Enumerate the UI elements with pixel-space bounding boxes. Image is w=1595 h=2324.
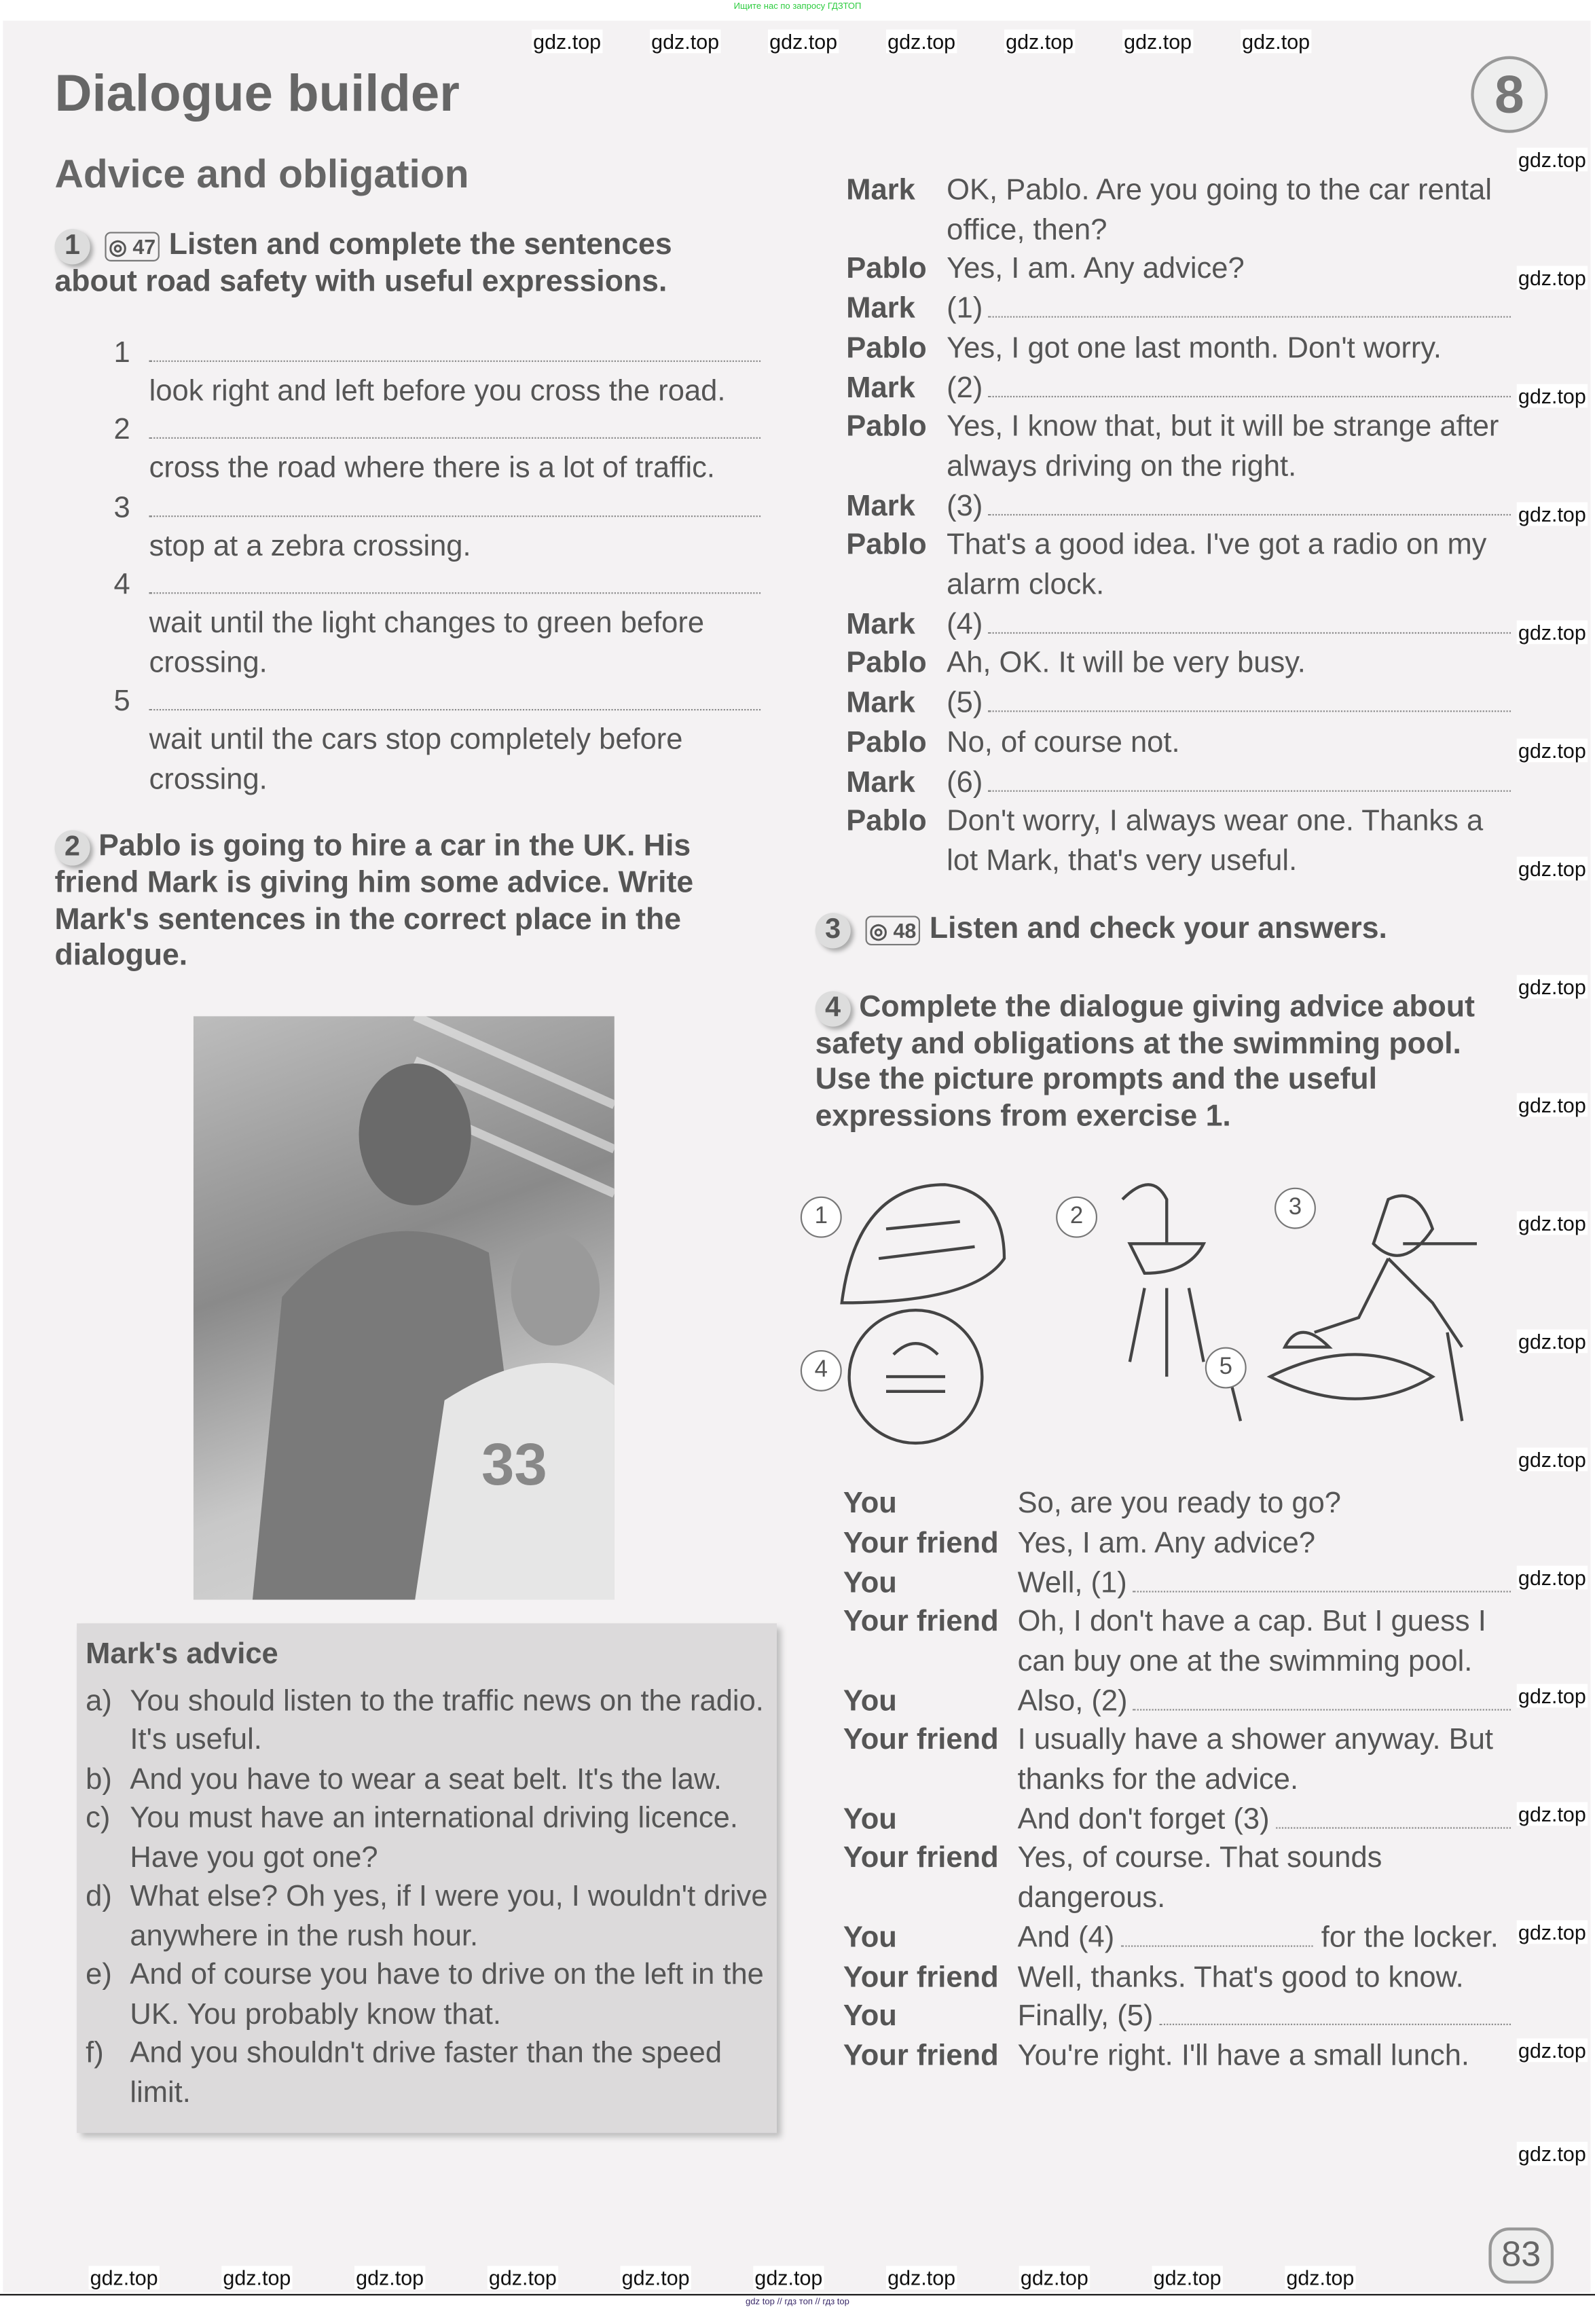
- speaker-name: You: [843, 1684, 897, 1718]
- line-text: And don't forget (3): [1017, 1803, 1270, 1836]
- left-column: [54, 65, 768, 2133]
- line-text: (1): [947, 292, 983, 325]
- speaker-name: You: [843, 1803, 897, 1836]
- line-text: (2): [947, 371, 983, 404]
- line-text: Yes, of course. That sounds dangerous.: [1017, 1842, 1382, 1915]
- dialogue-line: [846, 723, 1511, 763]
- watermark: gdz.top: [1517, 148, 1588, 172]
- advice-letter: a): [86, 1684, 112, 1718]
- ex1-text: Listen and complete the sentences about road safety with useful expressions.: [54, 227, 672, 299]
- watermark: gdz.top: [1241, 30, 1311, 54]
- advice-letter: d): [86, 1880, 112, 1913]
- line-text: Ah, OK. It will be very busy.: [947, 647, 1306, 680]
- advice-item: [86, 1799, 768, 1877]
- ex4-number: 4: [815, 991, 851, 1026]
- watermark: gdz.top: [221, 2266, 292, 2289]
- speaker-name: Mark: [846, 371, 915, 404]
- advice-item: [86, 1682, 768, 1760]
- dialogue-line: [846, 408, 1511, 487]
- dialogue-line: [843, 1919, 1511, 1958]
- ex3-instruction: [815, 911, 1511, 947]
- dialogue-text: [947, 684, 1511, 723]
- dialogue-text: [947, 487, 1511, 526]
- picture-label-5: 5: [1205, 1347, 1247, 1389]
- line-text: Yes, I am. Any advice?: [947, 253, 1245, 286]
- speaker-name: Mark: [846, 292, 915, 325]
- speaker-name: Your friend: [843, 1605, 999, 1639]
- dialogue-line: [846, 526, 1511, 605]
- speaker-name: Pablo: [846, 331, 927, 365]
- answer-blank[interactable]: [989, 630, 1511, 633]
- advice-text: What else? Oh yes, if I were you, I wouldn't drive anywhere in the rush hour.: [130, 1880, 768, 1953]
- dialogue-text: [1018, 1958, 1511, 1997]
- speaker-name: Your friend: [843, 1527, 999, 1560]
- advice-item: [86, 1956, 768, 2034]
- dialogue-text: [947, 605, 1511, 644]
- ex1-item-text: look right and left before you cross the road.: [149, 374, 726, 407]
- line-text: So, are you ready to go?: [1017, 1487, 1342, 1521]
- cd-icon[interactable]: ◎ 48: [865, 915, 921, 945]
- watermark: gdz.top: [1517, 1802, 1588, 1826]
- line-text-after: for the locker.: [1321, 1921, 1499, 1955]
- speaker-name: Mark: [846, 608, 915, 641]
- ex2-dialogue: [846, 171, 1511, 881]
- shower-icon: [1122, 1185, 1204, 1377]
- ex1-number: 1: [54, 229, 90, 264]
- ex4-text: Complete the dialogue giving advice about safety and obligations at the swimming pool. Use the picture prompts and the useful expressions from exercise 1.: [815, 989, 1475, 1133]
- dialogue-line: [843, 1682, 1511, 1722]
- line-text: That's a good idea. I've got a radio on my alarm clock.: [947, 529, 1487, 602]
- watermark: gdz.top: [1517, 1566, 1588, 1590]
- watermark: gdz.top: [1517, 503, 1588, 526]
- ex1-item-text: wait until the cars stop completely before crossing.: [149, 723, 683, 796]
- ex1-item-row: [113, 333, 760, 371]
- line-text: Well, thanks. That's good to know.: [1017, 1961, 1464, 1994]
- marks-advice-box: [77, 1622, 777, 2132]
- line-text: (3): [947, 490, 983, 523]
- dialogue-text: [1018, 1919, 1511, 1958]
- line-text: Well, (1): [1017, 1566, 1127, 1599]
- speaker-name: Mark: [846, 765, 915, 799]
- watermark: gdz.top: [1517, 1330, 1588, 1354]
- line-text: No, of course not.: [947, 726, 1180, 759]
- advice-item: [86, 1760, 768, 1800]
- watermark: gdz.top: [354, 2266, 425, 2289]
- answer-blank[interactable]: [1120, 1944, 1313, 1946]
- watermark: gdz.top: [1517, 621, 1588, 644]
- dialogue-line: [846, 171, 1511, 250]
- dialogue-line: [846, 329, 1511, 369]
- dialogue-text: [947, 290, 1511, 329]
- dialogue-text: [1018, 1682, 1511, 1722]
- photo-illustration: [194, 1015, 615, 1599]
- speaker-name: You: [843, 1566, 897, 1599]
- line-text: You're right. I'll have a small lunch.: [1017, 2039, 1470, 2073]
- answer-blank[interactable]: [1133, 1588, 1511, 1591]
- watermark: gdz.top: [886, 2266, 957, 2289]
- picture-label-4: 4: [801, 1350, 842, 1392]
- line-text: (4): [947, 608, 983, 641]
- dialogue-text: [947, 329, 1511, 369]
- speaker-name: Pablo: [846, 647, 927, 680]
- speaker-name: Pablo: [846, 411, 927, 443]
- answer-blank[interactable]: [1159, 2022, 1511, 2025]
- dialogue-text: [1018, 1485, 1511, 1524]
- dialogue-line: [846, 644, 1511, 684]
- answer-line[interactable]: [149, 436, 760, 439]
- ex2-number: 2: [54, 830, 90, 865]
- watermark: gdz.top: [1517, 739, 1588, 763]
- dialogue-text: [1018, 1997, 1511, 2037]
- top-note: Ищите нас по запросу ГДЗТОП: [733, 3, 862, 12]
- dialogue-line: [846, 290, 1511, 329]
- watermark: gdz.top: [621, 2266, 691, 2289]
- watermark: gdz.top: [1517, 857, 1588, 881]
- advice-title: Mark's advice: [86, 1637, 278, 1670]
- ex1-item: [113, 333, 760, 410]
- advice-item: [86, 2034, 768, 2112]
- line-text: Don't worry, I always wear one. Thanks a lot Mark, that's very useful.: [947, 805, 1484, 877]
- ex1-item-row: [113, 411, 760, 450]
- watermark: gdz.top: [1517, 384, 1588, 408]
- footer-rule: [0, 2294, 1595, 2295]
- watermark: gdz.top: [1517, 2039, 1588, 2063]
- advice-text: You should listen to the traffic news on the radio. It's useful.: [130, 1684, 764, 1757]
- speaker-name: Pablo: [846, 805, 927, 838]
- advice-item: [86, 1877, 768, 1955]
- line-text: Oh, I don't have a cap. But I guess I can buy one at the swimming pool.: [1017, 1605, 1486, 1678]
- dialogue-text: [1018, 1563, 1511, 1603]
- cd-track: 48: [893, 918, 917, 942]
- watermark: gdz.top: [753, 2266, 824, 2289]
- right-column: [815, 171, 1511, 2076]
- speaker-name: Your friend: [843, 1842, 999, 1876]
- dialogue-line: [843, 1840, 1511, 1919]
- dialogue-text: [1018, 2037, 1511, 2076]
- dialogue-text: [1018, 1840, 1511, 1919]
- dialogue-line: [846, 487, 1511, 526]
- picture-prompts-drawings: [798, 1155, 1507, 1458]
- watermark: gdz.top: [768, 30, 839, 54]
- line-text: Yes, I am. Any advice?: [1017, 1527, 1316, 1560]
- watermark: gdz.top: [1517, 1921, 1588, 1944]
- answer-line[interactable]: [149, 708, 760, 710]
- ex1-item: [113, 683, 760, 799]
- dialogue-text: [947, 763, 1511, 802]
- swim-cap-icon: [842, 1185, 1004, 1303]
- speaker-name: Your friend: [843, 1724, 999, 1757]
- watermark: gdz.top: [1517, 1093, 1588, 1117]
- speaker-name: Your friend: [843, 2039, 999, 2073]
- unit-badge: 8: [1471, 56, 1547, 133]
- page-number: 83: [1488, 2228, 1554, 2284]
- dialogue-text: [1018, 1722, 1511, 1800]
- watermark: gdz.top: [1517, 266, 1588, 290]
- dialogue-text: [947, 644, 1511, 684]
- dialogue-line: [843, 2037, 1511, 2076]
- watermark: gdz.top: [1517, 1684, 1588, 1708]
- dialogue-line: [846, 803, 1511, 882]
- ex1-instruction: [54, 228, 760, 301]
- ex1-item-row: [113, 566, 760, 604]
- watermark: gdz.top: [1285, 2266, 1355, 2289]
- watermark: gdz.top: [1517, 1448, 1588, 1472]
- ex1-items: [54, 333, 760, 799]
- dialogue-text: [1018, 1800, 1511, 1840]
- workbook-page: [3, 20, 1590, 2292]
- dialogue-line: [846, 250, 1511, 289]
- dialogue-text: [947, 723, 1511, 763]
- dialogue-line: [843, 1563, 1511, 1603]
- ex1-item-number: 5: [113, 685, 130, 719]
- ex1-item-text: stop at a zebra crossing.: [149, 529, 471, 562]
- line-text: Finally, (5): [1017, 2000, 1154, 2033]
- speaker-name: Mark: [846, 174, 915, 207]
- speaker-name: Mark: [846, 490, 915, 523]
- line-text: (6): [947, 765, 983, 799]
- page-title: Dialogue builder: [54, 65, 460, 123]
- watermark: gdz.top: [1517, 1212, 1588, 1235]
- speaker-name: Pablo: [846, 529, 927, 562]
- ex1-item-number: 4: [113, 568, 130, 602]
- watermark: gdz.top: [1004, 30, 1075, 54]
- advice-letter: f): [86, 2037, 104, 2070]
- dialogue-line: [846, 763, 1511, 802]
- running-figure-icon: [1315, 1196, 1477, 1347]
- advice-text: And you have to wear a seat belt. It's the law.: [130, 1762, 722, 1796]
- bottom-note: gdz top // гдз топ // гдз top: [746, 2298, 849, 2308]
- dialogue-text: [947, 250, 1511, 289]
- watermark: gdz.top: [89, 2266, 160, 2289]
- speaker-name: Pablo: [846, 726, 927, 759]
- ex3-text: Listen and check your answers.: [929, 911, 1387, 945]
- line-text: (5): [947, 687, 983, 720]
- line-text: Yes, I know that, but it will be strange after always driving on the right.: [947, 411, 1499, 484]
- dialogue-text: [947, 803, 1511, 882]
- dialogue-line: [843, 1997, 1511, 2037]
- ex3-number: 3: [815, 912, 851, 947]
- ex1-item-row: [113, 683, 760, 721]
- dialogue-line: [846, 684, 1511, 723]
- ex2-instruction: [54, 829, 760, 974]
- dialogue-text: [1018, 1524, 1511, 1563]
- watermark: gdz.top: [1122, 30, 1193, 54]
- dialogue-line: [843, 1800, 1511, 1840]
- ex1-item-number: 1: [113, 335, 130, 369]
- advice-text: You must have an international driving licence. Have you got one?: [130, 1802, 738, 1874]
- answer-line[interactable]: [149, 591, 760, 594]
- answer-blank[interactable]: [989, 788, 1511, 791]
- answer-blank[interactable]: [989, 709, 1511, 712]
- ex1-item: [113, 411, 760, 488]
- watermark: gdz.top: [886, 30, 957, 54]
- answer-line[interactable]: [149, 358, 760, 361]
- speaker-name: You: [843, 2000, 897, 2033]
- dialogue-line: [843, 1603, 1511, 1682]
- dialogue-line: [843, 1485, 1511, 1524]
- dialogue-line: [843, 1524, 1511, 1563]
- advice-letter: b): [86, 1762, 112, 1796]
- ex1-item-text: wait until the light changes to green before crossing.: [149, 606, 705, 679]
- line-text: Yes, I got one last month. Don't worry.: [947, 331, 1442, 365]
- picture-label-2: 2: [1056, 1197, 1097, 1238]
- answer-blank[interactable]: [989, 512, 1511, 515]
- dialogue-line: [846, 369, 1511, 408]
- answer-blank[interactable]: [1133, 1707, 1511, 1710]
- speaker-name: Your friend: [843, 1961, 999, 1994]
- speaker-name: You: [843, 1921, 897, 1955]
- speaker-name: Pablo: [846, 253, 927, 286]
- watermark: gdz.top: [488, 2266, 558, 2289]
- line-text: OK, Pablo. Are you going to the car rental office, then?: [947, 174, 1492, 247]
- ex1-item: [113, 488, 760, 566]
- lunch-plate-icon: [1226, 1332, 1462, 1421]
- speaker-name: You: [843, 1487, 897, 1521]
- ex4-dialogue: [843, 1485, 1511, 2076]
- advice-letter: e): [86, 1959, 112, 1991]
- advice-letter: c): [86, 1802, 111, 1835]
- ex1-item: [113, 566, 760, 683]
- shirt-number: 33: [481, 1432, 547, 1497]
- speaker-name: Mark: [846, 687, 915, 720]
- dialogue-text: [947, 408, 1511, 487]
- advice-text: And you shouldn't drive faster than the speed limit.: [130, 2037, 722, 2109]
- cd-track: 47: [132, 234, 156, 259]
- line-text: I usually have a shower anyway. But thanks for the advice.: [1017, 1724, 1493, 1796]
- watermark: gdz.top: [1517, 2142, 1588, 2166]
- dialogue-text: [947, 526, 1511, 605]
- ex4-instruction: [815, 989, 1511, 1135]
- watermark: gdz.top: [1019, 2266, 1090, 2289]
- photo-two-men: [194, 1015, 615, 1599]
- ex2-text: Pablo is going to hire a car in the UK. His friend Mark is giving him some advice. Write Mark's sentences in the correct place in the dialogue.: [54, 829, 694, 973]
- dialogue-text: [1018, 1603, 1511, 1682]
- watermark: gdz.top: [650, 30, 720, 54]
- picture-prompts: [798, 1155, 1507, 1458]
- watermark: gdz.top: [1517, 975, 1588, 999]
- watermark: gdz.top: [532, 30, 602, 54]
- ex1-item-number: 2: [113, 414, 130, 446]
- dialogue-text: [947, 369, 1511, 408]
- answer-blank[interactable]: [989, 394, 1511, 397]
- ex1-item-text: cross the road where there is a lot of traffic.: [149, 452, 716, 485]
- ex1-item-number: 3: [113, 491, 130, 524]
- answer-line[interactable]: [149, 513, 760, 516]
- dialogue-line: [843, 1958, 1511, 1997]
- answer-blank[interactable]: [1275, 1826, 1511, 1828]
- page-subtitle: Advice and obligation: [54, 152, 469, 197]
- watermark: gdz.top: [1152, 2266, 1223, 2289]
- line-text: Also, (2): [1017, 1684, 1128, 1718]
- answer-blank[interactable]: [989, 315, 1511, 318]
- cd-icon[interactable]: ◎ 47: [105, 232, 160, 261]
- line-text: And (4): [1017, 1921, 1115, 1955]
- dialogue-line: [846, 605, 1511, 644]
- ex1-item-row: [113, 488, 760, 527]
- advice-list: [86, 1682, 768, 2112]
- picture-label-1: 1: [801, 1197, 842, 1238]
- advice-text: And of course you have to drive on the left in the UK. You probably know that.: [130, 1959, 764, 2031]
- dialogue-text: [947, 171, 1511, 250]
- dialogue-line: [843, 1722, 1511, 1800]
- picture-label-3: 3: [1275, 1188, 1316, 1229]
